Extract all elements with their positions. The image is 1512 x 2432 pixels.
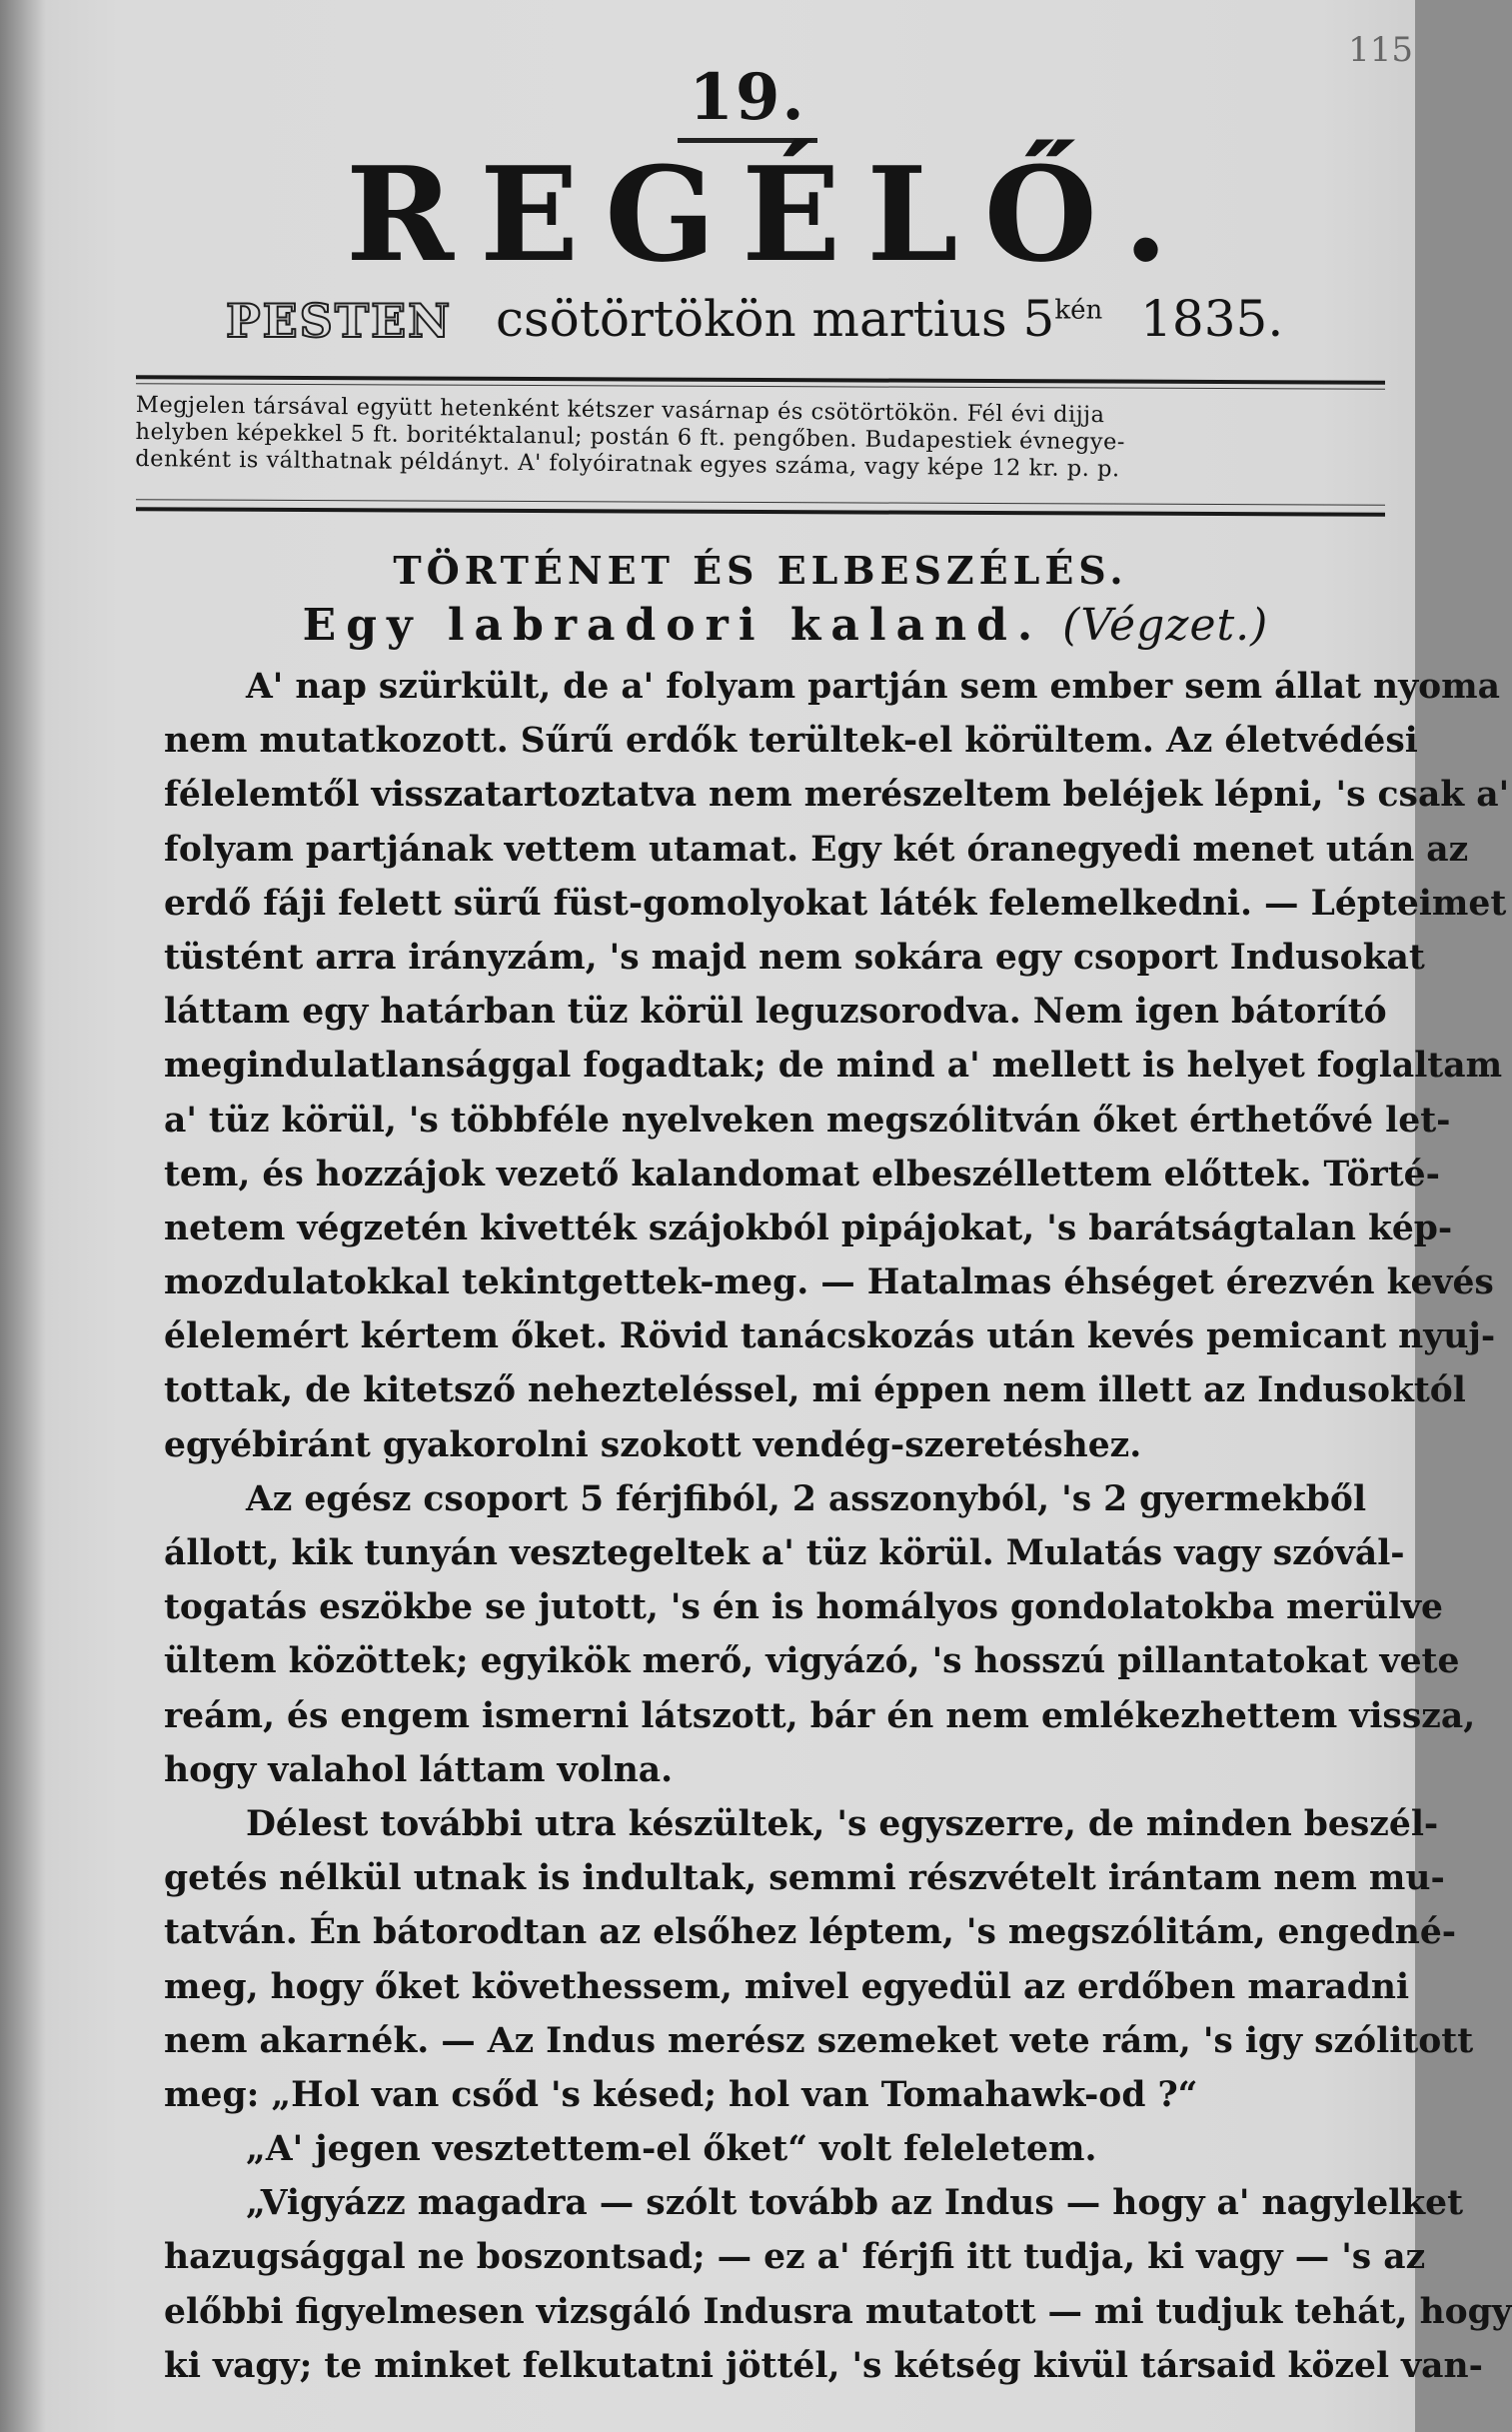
article-line: félelemtől visszatartoztatva nem merészeltem beléjek lépni, 's csak a' xyxy=(164,775,1510,816)
article-line: netem végzetén kivették szájokból pipájokat, 's barátságtalan kép- xyxy=(164,1208,1453,1248)
subscription-notice xyxy=(135,392,1385,486)
article-line: hazugsággal ne boszontsad; — ez a' férjfi itt tudja, ki vagy — 's az xyxy=(164,2237,1426,2278)
article-line: reám, és engem ismerni látszott, bár én nem emlékezhettem vissza, xyxy=(164,1695,1476,1736)
masthead-title: REGÉLŐ. xyxy=(346,138,1195,291)
article-line: előbbi figyelmesen vizsgáló Indusra mutatott — mi tudjuk tehát, hogy xyxy=(164,2291,1512,2332)
article-line: megindulatlansággal fogadtak; de mind a' mellett is helyet foglaltam xyxy=(164,1046,1503,1087)
article-line: élelemért kértem őket. Rövid tanácskozás után kevés pemicant nyuj- xyxy=(164,1316,1496,1357)
article-line: erdő fáji felett sürű füst-gomolyokat láték felemelkedni. — Lépteimet xyxy=(164,883,1507,924)
newspaper-page xyxy=(46,0,1512,2432)
article-line: nem mutatkozott. Sűrű erdők terültek-el körültem. Az életvédési xyxy=(164,721,1418,762)
article-line: meg, hogy őket követhessem, mivel egyedül az erdőben maradni xyxy=(164,1966,1410,2007)
issue-number: 19. xyxy=(689,60,806,135)
article-line: tatván. Én bátorodtan az elsőhez léptem, 's megszólitám, engedné- xyxy=(164,1912,1457,1953)
notice-line: helyben képekkel 5 ft. boritéktalanul; postán 6 ft. pengőben. Budapestiek évnegye- xyxy=(135,418,1126,456)
article-line: Délest további utra készültek, 's egyszerre, de minden beszél- xyxy=(246,1803,1439,1844)
article-line: mozdulatokkal tekintgettek-meg. — Hatalmas éhséget érezvén kevés xyxy=(164,1262,1494,1303)
article-line: tüstént arra irányzám, 's majd nem sokára egy csoport Indusokat xyxy=(164,937,1425,978)
top-rule-thin xyxy=(136,383,1385,389)
article-line: „Vigyázz magadra — szólt tovább az Indus — hogy a' nagylelket xyxy=(246,2183,1464,2224)
notice-line: denként is válthatnak példányt. A' folyóiratnak egyes száma, vagy képe 12 kr. p. p. xyxy=(135,445,1120,483)
date-text: csötörtökön martius 5 xyxy=(496,290,1055,348)
article-line: tottak, de kitetsző nehezteléssel, mi éppen nem illett az Indusoktól xyxy=(164,1370,1466,1411)
date-year: 1835. xyxy=(1140,290,1284,348)
article-line: állott, kik tunyán vesztegeltek a' tüz körül. Mulatás vagy szóvál- xyxy=(164,1533,1405,1573)
dateline-city: PESTEN xyxy=(226,294,453,348)
article-line: nem akarnék. — Az Indus merész szemeket vete rám, 's igy szólitott xyxy=(164,2020,1474,2061)
article-title xyxy=(246,600,1325,651)
article-body xyxy=(164,660,1512,2393)
article-line: egyébiránt gyakorolni szokott vendég-szeretéshez. xyxy=(164,1424,1142,1465)
article-title-text: Egy labradori kaland. xyxy=(302,600,1043,651)
article-line: hogy valahol láttam volna. xyxy=(164,1749,674,1790)
bottom-rule-thin xyxy=(136,499,1385,505)
article-line: ültem közöttek; egyikök merő, vigyázó, 's hosszú pillantatokat vete xyxy=(164,1641,1460,1682)
article-line: folyam partjának vettem utamat. Egy két óranegyedi menet után az xyxy=(164,829,1469,870)
article-line: Az egész csoport 5 férjfiból, 2 asszonyból, 's 2 gyermekből xyxy=(246,1478,1367,1519)
article-line: getés nélkül utnak is indultak, semmi részvételt irántam nem mu- xyxy=(164,1858,1445,1899)
article-title-tag: (Végzet.) xyxy=(1062,600,1269,651)
article-line: togatás eszökbe se jutott, 's én is homályos gondolatokba merülve xyxy=(164,1587,1444,1628)
article-line: a' tüz körül, 's többféle nyelveken megszólitván őket érthetővé let- xyxy=(164,1100,1451,1141)
dateline-date xyxy=(496,290,1325,348)
notice-line: Megjelen társával együtt hetenként kétszer vasárnap és csötörtökön. Fél évi dijja xyxy=(135,392,1105,429)
section-heading: TÖRTÉNET ÉS ELBESZÉLÉS. xyxy=(393,548,1128,593)
dateline xyxy=(226,290,1325,350)
article-line: A' nap szürkült, de a' folyam partján sem ember sem állat nyoma xyxy=(246,667,1501,707)
article-line: ki vagy; te minket felkutatni jöttél, 's kétség kivül társaid közel van- xyxy=(164,2345,1483,2386)
article-line: tem, és hozzájok vezető kalandomat elbeszéllettem előttek. Törté- xyxy=(164,1154,1440,1195)
article-line: láttam egy határban tüz körül leguzsorodva. Nem igen bátorító xyxy=(164,992,1387,1033)
bottom-rule xyxy=(136,507,1385,516)
article-line: „A' jegen vesztettem-el őket“ volt feleletem. xyxy=(246,2129,1097,2170)
page-number: 115 xyxy=(1348,30,1413,70)
article-line: meg: „Hol van csőd 's késed; hol van Tomahawk-od ?“ xyxy=(164,2074,1198,2115)
date-suffix: kén xyxy=(1054,295,1103,326)
